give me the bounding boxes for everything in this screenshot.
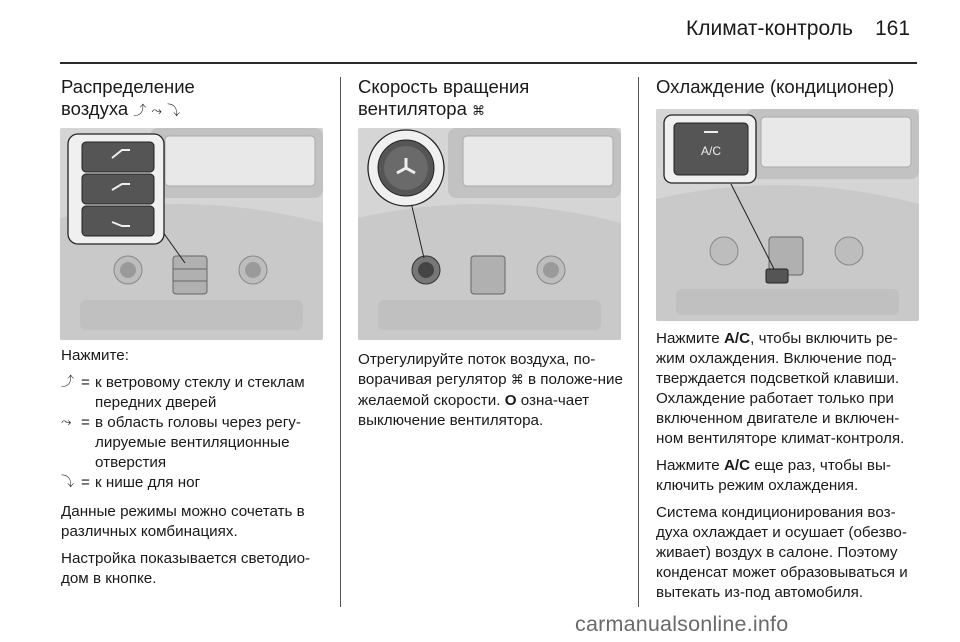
paragraph: Нажмите A/C еще раз, чтобы вы-ключить режим охлаждения. xyxy=(656,457,891,494)
page-title: Климат-контроль xyxy=(686,17,853,40)
air-distribution-section xyxy=(61,76,331,123)
fan-icon: ⌘ xyxy=(510,373,524,388)
cooling-text xyxy=(656,329,926,610)
fan-speed-text xyxy=(358,350,628,438)
column-divider xyxy=(638,77,639,607)
windshield-airflow-icon: ⤴ xyxy=(133,104,147,119)
column-divider xyxy=(340,77,341,607)
ac-button-photo xyxy=(656,109,919,321)
air-distribution-text xyxy=(61,346,331,596)
ac-label: A/C xyxy=(723,330,751,347)
ac-button-label: A/C xyxy=(700,144,722,158)
header-rule xyxy=(60,62,917,64)
legend-row-head: ⤳ = в область головы через регу-лируемые вентиляционные отверстия xyxy=(61,414,301,471)
air-distribution-buttons-photo xyxy=(60,128,323,340)
head-airflow-icon: ⤳ xyxy=(151,104,162,119)
page-number: 161 xyxy=(875,17,911,40)
watermark: carmanualsonline.info xyxy=(575,612,789,636)
intro-text: Нажмите: xyxy=(61,347,129,364)
paragraph: Система кондиционирования воз-духа охлаждает и осушает (обезво-живает) воздух в салоне. Поэтому конденсат может образовываться и вытекать из-под автомобиля. xyxy=(656,504,908,601)
section-heading: Скорость вращения вентилятора ⌘ xyxy=(358,76,530,119)
paragraph: Данные режимы можно сочетать в различных комбинациях. xyxy=(61,503,305,540)
section-heading: Охлаждение (кондиционер) xyxy=(656,76,895,97)
fan-speed-section xyxy=(358,76,628,123)
section-heading: Распределение воздуха ⤴ ⤳ ⤵ xyxy=(61,76,195,119)
paragraph: Отрегулируйте поток воздуха, по-ворачивая регулятор ⌘ в положе-ние желаемой скорости. O озна-чает выключение вентилятора. xyxy=(358,351,623,429)
cooling-section xyxy=(656,76,921,98)
fan-icon: ⌘ xyxy=(472,104,486,119)
legend-row-footwell: ⤵ = к нише для ног xyxy=(61,474,201,491)
fan-speed-knob-photo xyxy=(358,128,621,340)
off-symbol: O xyxy=(504,392,517,409)
footwell-airflow-icon: ⤵ xyxy=(61,475,75,490)
windshield-airflow-icon: ⤴ xyxy=(61,375,75,390)
legend-row-windshield: ⤴ = к ветровому стеклу и стеклам передних дверей xyxy=(61,374,305,411)
head-airflow-icon: ⤳ xyxy=(61,415,72,430)
ac-label: A/C xyxy=(723,457,751,474)
footwell-airflow-icon: ⤵ xyxy=(167,104,181,119)
paragraph: Настройка показывается светодио-дом в кнопке. xyxy=(61,550,311,587)
paragraph: Нажмите A/C, чтобы включить ре-жим охлаждения. Включение под-тверждается подсветкой клавиши. Охлаждение работает только при включенном двигателе и включен-ном вентиляторе климат-контроля. xyxy=(656,330,905,447)
